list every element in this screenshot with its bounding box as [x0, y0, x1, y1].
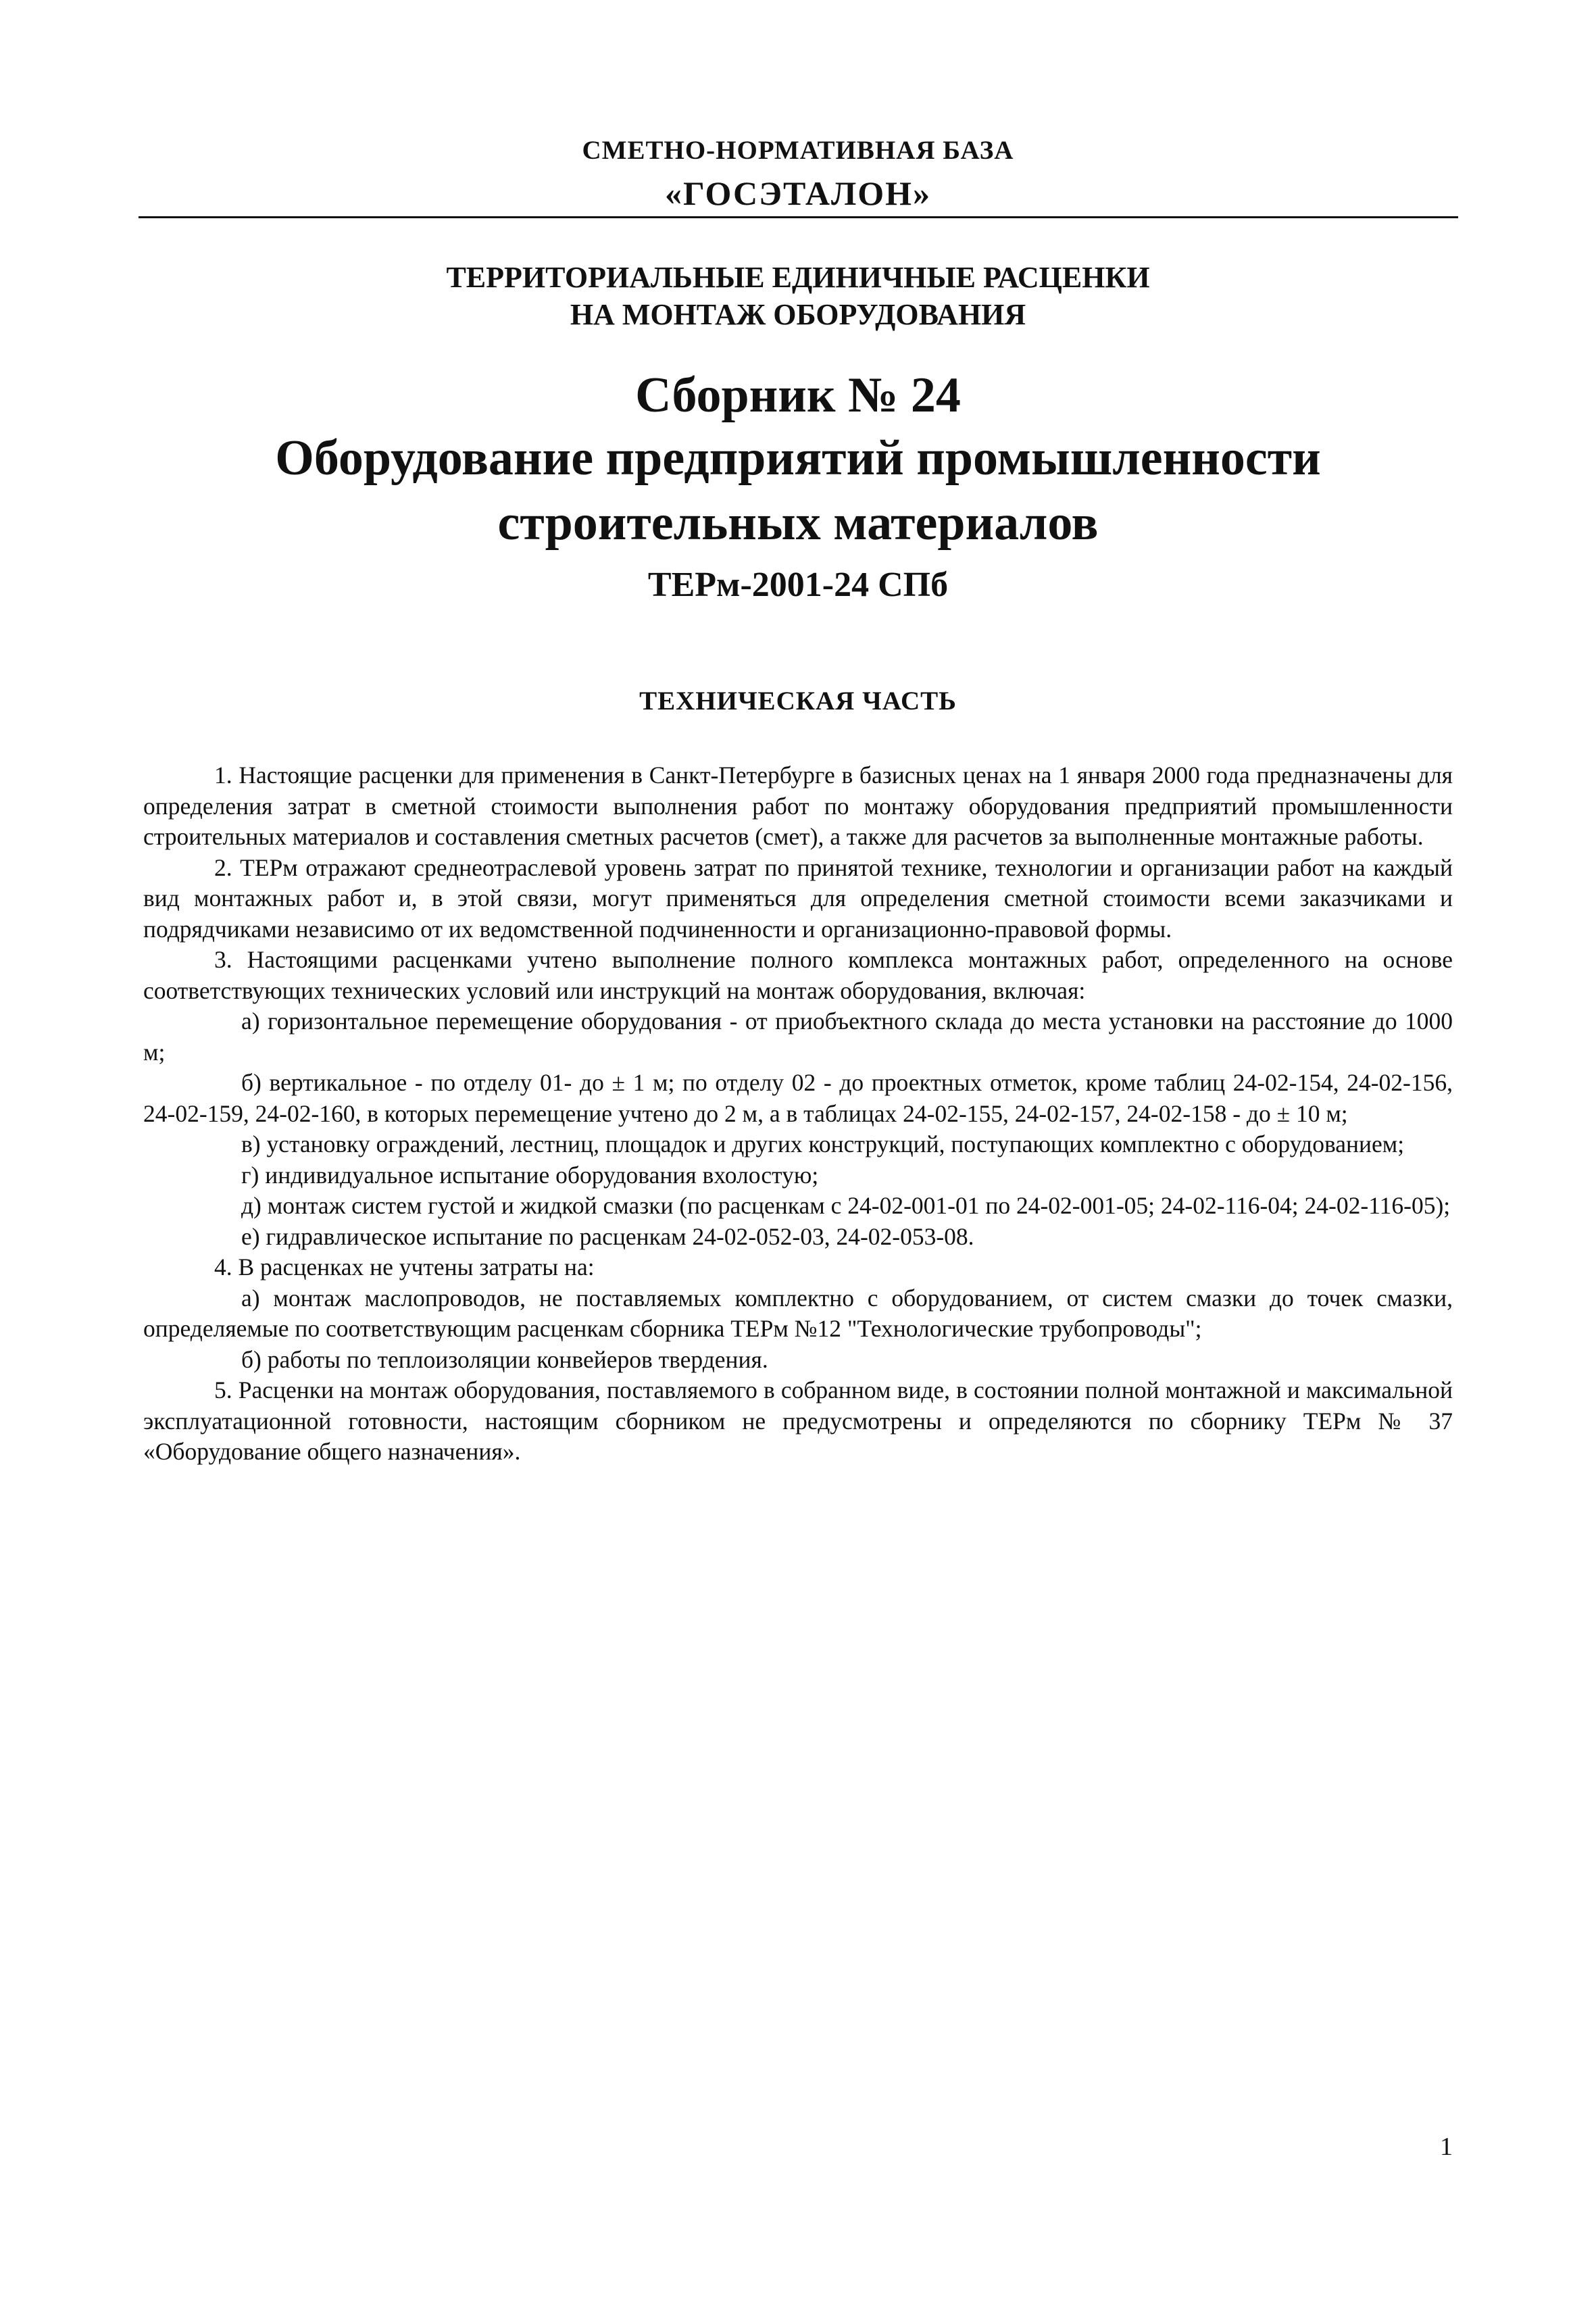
- paragraph-4a: а) монтаж маслопроводов, не поставляемых комплектно с оборудованием, от систем смазки до точек смазки, определяемые по соответствующим расценкам сборника ТЕРм №12 "Технологические трубопроводы";: [143, 1284, 1453, 1342]
- paragraph-3e: д) монтаж систем густой и жидкой смазки (по расценкам с 24-02-001-01 по 24-02-001-05; 24-02-116-04; 24-02-116-05);: [241, 1192, 1451, 1219]
- collection-code: ТЕРм-2001-24 СПб: [647, 566, 949, 604]
- document-title-line-2: НА МОНТАЖ ОБОРУДОВАНИЯ: [570, 298, 1026, 331]
- paragraph-3d: г) индивидуальное испытание оборудования вхолостую;: [241, 1161, 819, 1189]
- paragraph-3a: а) горизонтальное перемещение оборудования - от приобъектного склада до места установки на расстояние до 1000 м;: [143, 1007, 1453, 1066]
- header-brand: «ГОСЭТАЛОН»: [664, 174, 932, 212]
- collection-name: [0, 426, 1596, 555]
- collection-name-line-1: Оборудование предприятий промышленности: [275, 430, 1321, 486]
- paragraph-1: 1. Настоящие расценки для применения в Санкт-Петербурге в базисных ценах на 1 января 2000 года предназначены для определения затрат в сметной стоимости выполнения работ по монтажу оборудования предприятий промышленности строительных материалов и составления сметных расчетов (смет), а также для расчетов за выполненные монтажные работы.: [143, 762, 1453, 850]
- header-divider: [139, 216, 1458, 218]
- paragraph-5: 5. Расценки на монтаж оборудования, поставляемого в собранном виде, в состоянии полной монтажной и максимальной эксплуатационной готовности, настоящим сборником не предусмотрены и определяются по сборнику ТЕРм № 37 «Оборудование общего назначения».: [143, 1376, 1453, 1465]
- collection-name-line-2: строительных материалов: [497, 495, 1099, 551]
- technical-part-body: [143, 760, 1453, 1468]
- paragraph-3: 3. Настоящими расценками учтено выполнение полного комплекса монтажных работ, определенного на основе соответствующих технических условий или инструкций на монтаж оборудования, включая:: [143, 946, 1453, 1004]
- paragraph-2: 2. ТЕРм отражают среднеотраслевой уровень затрат по принятой технике, технологии и организации работ на каждый вид монтажных работ и, в этой связи, могут применяться для определения сметной стоимости всеми заказчиками и подрядчиками независимо от их ведомственной подчиненности и организационно-правовой формы.: [143, 853, 1453, 943]
- paragraph-4b: б) работы по теплоизоляции конвейеров твердения.: [241, 1345, 768, 1373]
- header-organization: СМЕТНО-НОРМАТИВНАЯ БАЗА: [582, 136, 1014, 165]
- paragraph-3c: в) установку ограждений, лестниц, площадок и других конструкций, поступающих комплектно с оборудованием;: [241, 1130, 1405, 1158]
- paragraph-3b: б) вертикальное - по отделу 01- до ± 1 м; по отделу 02 - до проектных отметок, кроме таблиц 24-02-154, 24-02-156, 24-02-159, 24-02-160, в которых перемещение учтено до 2 м, а в таблицах 24-02-155, 24-02-157, 24-02-158 - до ± 10 м;: [143, 1069, 1453, 1127]
- section-title: ТЕХНИЧЕСКАЯ ЧАСТЬ: [639, 687, 957, 716]
- document-title-line-1: ТЕРРИТОРИАЛЬНЫЕ ЕДИНИЧНЫЕ РАСЦЕНКИ: [446, 261, 1150, 294]
- paragraph-3f: е) гидравлическое испытание по расценкам 24-02-052-03, 24-02-053-08.: [241, 1222, 974, 1250]
- page-number: 1: [1440, 2133, 1453, 2161]
- collection-number: Сборник № 24: [635, 368, 961, 423]
- paragraph-4: 4. В расценках не учтены затраты на:: [214, 1253, 595, 1280]
